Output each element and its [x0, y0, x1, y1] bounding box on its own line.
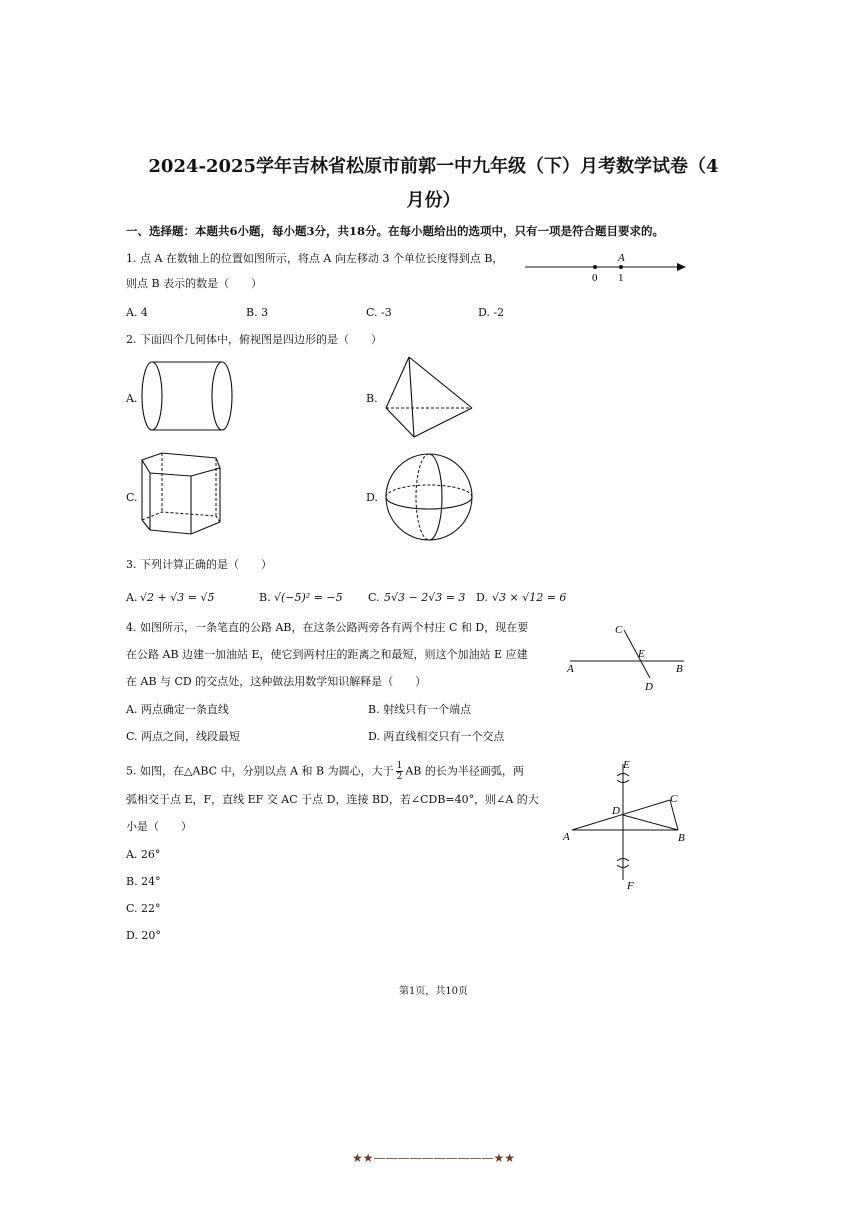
q4-label-a: A [567, 663, 574, 675]
q5-label-f: F [627, 880, 634, 892]
q3-option-d-label: D. [476, 591, 488, 604]
q5-label-b: B [678, 832, 685, 844]
q4-label-e: E [638, 648, 645, 660]
sphere-figure [384, 452, 476, 542]
exam-title-line1: 2024-2025学年吉林省松原市前郭一中九年级（下）月考数学试卷（4 [148, 156, 719, 177]
q3-option-c-expr: 5√3 − 2√3 = 3 [384, 591, 466, 604]
q5-option-d: D. 20° [126, 929, 161, 942]
page-footer: 第1页，共10页 [398, 986, 469, 997]
q4-option-b: B. 射线只有一个端点 [368, 703, 472, 716]
q5-option-c: C. 22° [126, 902, 161, 915]
q2-option-a-label: A. [126, 392, 138, 405]
number-line-zero-label: 0 [592, 272, 598, 284]
q5-label-e: E [623, 759, 630, 771]
q3-option-a-expr: √2 + √3 = √5 [140, 591, 215, 604]
q1-option-d: D. -2 [478, 306, 505, 319]
bottom-decoration: ★★——————————★★ [351, 1151, 516, 1165]
q1-option-a: A. 4 [126, 306, 148, 319]
q4-stem-line2: 在公路 AB 边建一加油站 E，使它到两村庄的距离之和最短，则这个加油站 E 应建 [126, 648, 528, 661]
cylinder-figure [138, 360, 238, 434]
q5-label-d: D [612, 805, 620, 817]
q5-fraction-den: 2 [396, 772, 403, 782]
q4-option-d: D. 两直线相交只有一个交点 [368, 730, 505, 743]
number-line-point-a-label: A [618, 252, 625, 264]
q5-option-a: A. 26° [126, 848, 161, 861]
q2-option-c-label: C. [126, 491, 138, 504]
section-header: 一、选择题：本题共6小题，每小题3分，共18分。在每小题给出的选项中，只有一项是符合题目要求的。 [126, 224, 665, 238]
q1-option-c: C. -3 [366, 306, 392, 319]
q5-fraction [396, 761, 404, 782]
q3-option-b-label: B. [259, 591, 271, 604]
prism-figure [138, 450, 224, 538]
q2-option-b-label: B. [366, 392, 378, 405]
q5-stem-line2: 弧相交于点 E，F，直线 EF 交 AC 于点 D，连接 BD，若∠CDB=40°，则∠A 的大 [126, 793, 539, 806]
q2-option-d-label: D. [366, 491, 378, 504]
q5-fraction-num: 1 [396, 761, 403, 771]
q4-label-b: B [676, 663, 683, 675]
q4-option-c: C. 两点之间，线段最短 [126, 730, 241, 743]
q4-label-c: C [615, 624, 623, 636]
q3-option-a-label: A. [126, 591, 138, 604]
exam-title-line2: 月份） [406, 190, 461, 211]
q5-stem-line1-part1: 5. 如图，在△ABC 中，分别以点 A 和 B 为圆心，大于 [126, 764, 394, 778]
q5-label-c: C [670, 793, 678, 805]
q4-option-a: A. 两点确定一条直线 [126, 703, 229, 716]
q4-stem-line3: 在 AB 与 CD 的交点处，这种做法用数学知识解释是（ ） [126, 675, 427, 688]
pyramid-figure [382, 355, 478, 441]
number-line-one-label: 1 [618, 272, 624, 284]
q1-option-b: B. 3 [246, 306, 269, 319]
q4-stem-line1: 4. 如图所示，一条笔直的公路 AB，在这条公路两旁各有两个村庄 C 和 D，现在要 [126, 621, 529, 634]
q5-triangle-figure [560, 756, 690, 890]
q5-stem-line3: 小是（ ） [126, 820, 192, 833]
q4-label-d: D [645, 681, 653, 693]
q1-stem-line2: 则点 B 表示的数是（ ） [126, 277, 263, 290]
q1-stem-line1: 1. 点 A 在数轴上的位置如图所示，将点 A 向左移动 3 个单位长度得到点 B， [126, 252, 504, 265]
q4-road-figure [562, 620, 692, 696]
q3-option-b-expr: √(−5)² = −5 [274, 591, 343, 604]
q5-option-b: B. 24° [126, 875, 161, 888]
q3-option-c-label: C. [368, 591, 380, 604]
q5-stem-line1 [126, 761, 524, 782]
q5-label-a: A [563, 831, 570, 843]
q3-option-d-expr: √3 × √12 = 6 [492, 591, 567, 604]
q3-stem: 3. 下列计算正确的是（ ） [126, 558, 272, 571]
q1-number-line-figure [520, 250, 690, 286]
q2-stem: 2. 下面四个几何体中，俯视图是四边形的是（ ） [126, 333, 382, 346]
q5-stem-line1-part2: AB 的长为半径画弧，两 [405, 764, 524, 778]
